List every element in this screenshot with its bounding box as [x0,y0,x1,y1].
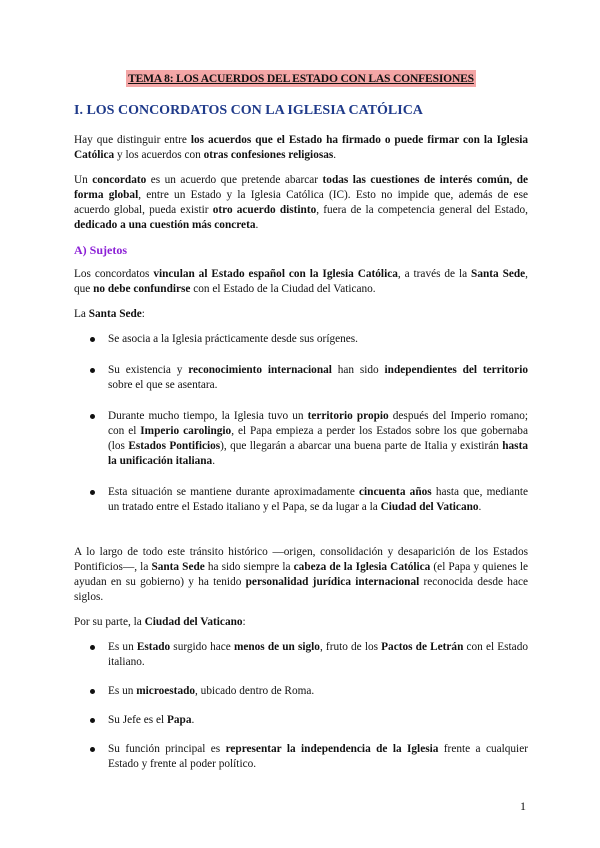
text-run: , a través de la [397,268,472,280]
list-item [74,332,528,347]
text-run: , fuera de la competencia general del Estado, [316,204,528,216]
text-run: , fruto de los [319,641,382,653]
bold-run: territorio propio [307,410,389,422]
bold-run: no debe confundirse [93,283,191,295]
text-run: A lo largo de todo este tránsito histórico —origen, consolidación y desaparición de los Estados Pontificios—, la [74,546,528,573]
text-run: Un [74,174,93,186]
bold-run: Estado [136,641,171,653]
page-number: 1 [520,799,526,813]
page-content [74,66,528,786]
text-run: frente a cualquier Estado y frente al poder político. [108,743,528,770]
text-run: . [191,714,195,726]
text-run: hasta que, mediante un tratado entre el Estado italiano y el Papa, se da lugar a la [108,486,528,513]
text-run: Esta situación se mantiene durante aproximadamente [108,486,360,498]
list-item [74,485,528,515]
bold-run: dedicado a una cuestión más concreta [74,219,256,231]
text-run: , entre un Estado y la Iglesia Católica (IC). Esto no impide que, además de ese acuerdo global, pueda existir [74,189,528,216]
bold-run: Santa Sede [88,308,142,320]
text-run: . [478,501,482,513]
text-run: . [333,149,337,161]
text-run: con el Estado de la Ciudad del Vaticano. [190,283,376,295]
text-run: Hay que distinguir entre [74,134,191,146]
text-run: sobre el que se asentara. [108,379,218,391]
text-run: La [74,308,89,320]
bold-run: vinculan al Estado español con la Iglesia Católica [153,268,398,280]
bold-run: reconocimiento internacional [188,364,332,376]
text-run: Su función principal es [108,743,226,755]
list-item [74,363,528,393]
text-run: con el Estado italiano. [108,641,528,668]
text-run: surgido hace [170,641,234,653]
bold-run: Ciudad del Vaticano [380,501,479,513]
bold-run: Ciudad del Vaticano [144,616,243,628]
text-run: , que [74,268,528,295]
bold-run: representar la independencia de la Iglesia [225,743,439,755]
text-run: Se asocia a la Iglesia prácticamente desde sus orígenes. [108,333,358,345]
text-run: . [255,219,259,231]
paragraph-concordatos-vinculan [74,267,528,297]
text-run: ha sido siempre la [204,561,294,573]
section-heading-concordatos: I. LOS CONCORDATOS CON LA IGLESIA CATÓLICA [74,103,423,118]
bold-run: Santa Sede [151,561,205,573]
bold-run: Imperio carolingio [140,425,232,437]
text-run: es un acuerdo que pretende abarcar [146,174,323,186]
document-title: TEMA 8: LOS ACUERDOS DEL ESTADO CON LAS CONFESIONES [128,72,474,85]
title-wrapper [74,70,528,87]
bold-run: Pactos de Letrán [381,641,464,653]
santa-sede-bullet-list [74,332,528,515]
bold-run: todas las cuestiones de interés común, de forma global [74,174,528,201]
text-run: , ubicado dentro de Roma. [195,685,315,697]
bold-run: los acuerdos que el Estado ha firmado o puede firmar con la Iglesia Católica [74,134,529,161]
text-run: reconocida desde hace siglos. [74,576,528,603]
bold-run: Santa Sede [471,268,526,280]
text-run: : [141,308,145,320]
text-run: Por su parte, la [74,616,145,628]
text-run: Es un [108,641,137,653]
paragraph-distinguir [74,133,528,163]
text-run: Los concordatos [74,268,154,280]
text-run: Durante mucho tiempo, la Iglesia tuvo un [108,410,308,422]
list-item [74,713,528,728]
bold-run: hasta la unificación italiana [108,440,528,467]
bold-run: microestado [136,685,196,697]
bold-run: personalidad jurídica internacional [245,576,420,588]
bold-run: menos de un siglo [233,641,320,653]
list-item [74,684,528,699]
text-run: después del Imperio romano; con el [108,410,529,437]
bold-run: independientes del territorio [384,364,528,376]
paragraph-vaticano-intro [74,615,528,630]
bold-run: Estados Pontificios [128,440,221,452]
text-run: y los acuerdos con [114,149,204,161]
list-item [74,742,528,772]
subsection-heading-sujetos: A) Sujetos [74,243,127,257]
bold-run: otras confesiones religiosas [203,149,334,161]
bold-run: otro acuerdo distinto [212,204,317,216]
text-run: , el Papa empieza a perder los Estados sobre los que gobernaba (los [108,425,528,452]
text-run: han sido [331,364,385,376]
text-run: : [242,616,246,628]
bold-run: Papa [166,714,192,726]
spacer [74,531,528,545]
text-run: Su existencia y [108,364,189,376]
text-run: (el Papa y quienes le ayudan en su gobierno) y ha tenido [74,561,528,588]
list-item [74,640,528,670]
text-run: Es un [108,685,137,697]
paragraph-transito-historico [74,545,528,605]
paragraph-concordato-definicion [74,173,528,233]
bold-run: concordato [92,174,147,186]
vaticano-bullet-list [74,640,528,772]
text-run: Su Jefe es el [108,714,167,726]
list-item [74,409,528,469]
bold-run: cabeza de la Iglesia Católica [293,561,431,573]
text-run: . [212,455,216,467]
bold-run: cincuenta años [359,486,432,498]
text-run: ), que llegarán a abarcar una buena parte de Italia y existirán [220,440,503,452]
paragraph-santa-sede-intro [74,307,528,322]
